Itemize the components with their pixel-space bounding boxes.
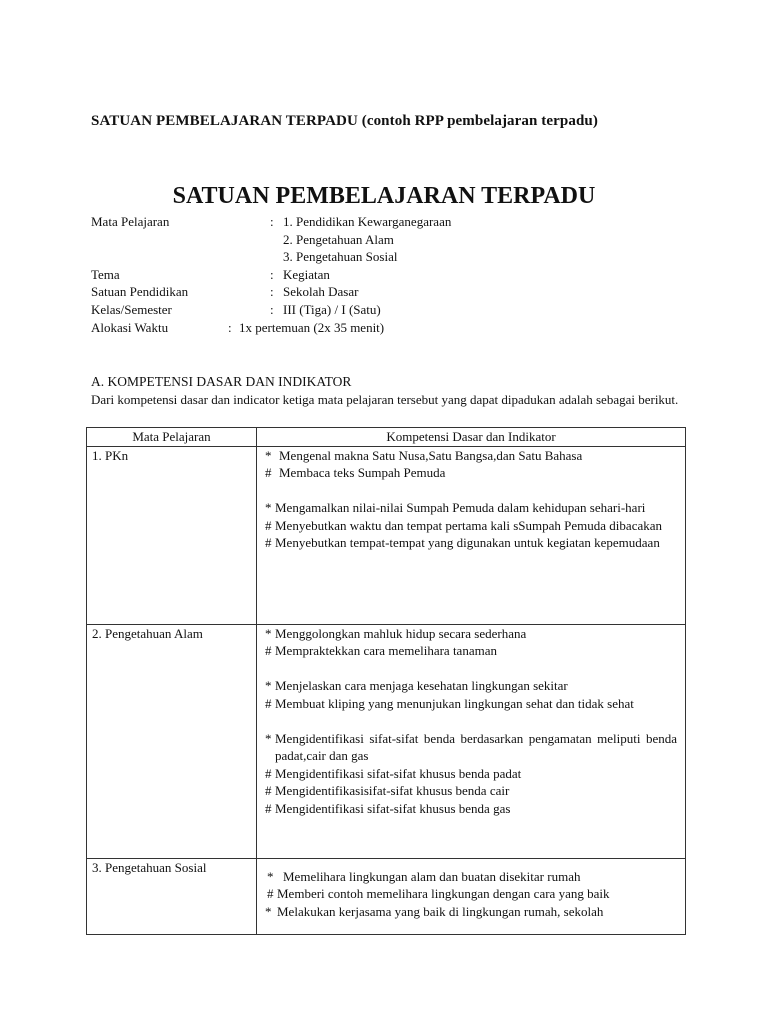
competency-item <box>265 642 677 660</box>
info-label: Mata Pelajaran <box>91 214 170 229</box>
info-label: Alokasi Waktu <box>91 319 169 335</box>
info-row-alokasi <box>91 319 691 337</box>
info-row-tema <box>91 266 691 284</box>
competency-item <box>265 765 677 783</box>
competency-text: Menggolongkan mahluk hidup secara sederhana <box>275 625 527 641</box>
info-row-mata-pelajaran-3 <box>91 248 691 266</box>
info-separator: : <box>270 301 274 317</box>
competency-item <box>265 782 677 800</box>
bullet-mark: * <box>265 730 272 746</box>
bullet-mark: # <box>265 517 272 533</box>
info-block <box>91 213 691 336</box>
info-value: 3. Pengetahuan Sosial <box>283 249 398 265</box>
competency-text: Mengidentifikasi sifat-sifat benda berdasarkan pengamatan meliputi benda padat,cair dan gas <box>275 730 677 763</box>
competency-item <box>265 800 677 818</box>
competency-item <box>265 499 677 517</box>
info-separator: : <box>270 266 274 282</box>
competency-text: Mengenal makna Satu Nusa,Satu Bangsa,dan Satu Bahasa <box>279 447 583 463</box>
subject-cell <box>87 446 257 624</box>
competency-item <box>265 464 677 482</box>
competency-item <box>267 885 679 903</box>
subject-label: 1. PKn <box>92 447 129 463</box>
info-value: 2. Pengetahuan Alam <box>283 231 394 247</box>
section-heading: A. KOMPETENSI DASAR DAN INDIKATOR <box>91 374 352 389</box>
competency-table <box>86 427 686 935</box>
document-title: SATUAN PEMBELAJARAN TERPADU (contoh RPP pembelajaran terpadu) <box>91 113 598 129</box>
competency-cell <box>257 624 686 858</box>
table-header-row <box>87 428 686 447</box>
info-row-kelas <box>91 301 691 319</box>
competency-item <box>265 517 677 535</box>
competency-item <box>265 534 677 552</box>
table-header-cell: Mata Pelajaran <box>87 428 257 447</box>
bullet-mark: * <box>265 500 272 515</box>
info-label: Satuan Pendidikan <box>91 284 189 300</box>
competency-cell <box>257 446 686 624</box>
competency-item <box>265 447 677 465</box>
info-separator: : <box>228 319 232 335</box>
bullet-mark: # <box>265 800 272 816</box>
bullet-mark: # <box>265 765 272 781</box>
bullet-mark: # <box>267 886 274 901</box>
bullet-mark: * <box>265 447 272 463</box>
section-a <box>91 373 686 408</box>
competency-cell <box>257 858 686 934</box>
competency-text: Mengidentifikasi sifat-sifat khusus benda gas <box>275 800 511 816</box>
bullet-mark: # <box>265 643 272 658</box>
info-value: 1x pertemuan (2x 35 menit) <box>239 319 385 335</box>
info-row-mata-pelajaran <box>91 213 691 231</box>
main-heading: SATUAN PEMBELAJARAN TERPADU <box>172 183 596 209</box>
table-row <box>87 624 686 858</box>
info-separator: : <box>270 284 274 300</box>
competency-text: Mengamalkan nilai-nilai Sumpah Pemuda dalam kehidupan sehari-hari <box>275 500 646 515</box>
subject-label: 3. Pengetahuan Sosial <box>92 859 207 875</box>
info-value: Kegiatan <box>283 266 330 282</box>
competency-text: Mengidentifikasi sifat-sifat khusus benda padat <box>275 765 522 781</box>
competency-text: Membuat kliping yang menunjukan lingkungan sehat dan tidak sehat <box>275 695 634 711</box>
table-header-cell: Kompetensi Dasar dan Indikator <box>257 428 686 447</box>
bullet-mark: # <box>265 535 272 550</box>
bullet-mark: * <box>267 868 274 884</box>
info-row-mata-pelajaran-2 <box>91 231 691 249</box>
competency-text: Menyebutkan tempat-tempat yang digunakan untuk kegiatan kepemudaan <box>275 535 660 550</box>
competency-item <box>267 868 679 886</box>
info-value: III (Tiga) / I (Satu) <box>283 301 381 317</box>
section-paragraph: Dari kompetensi dasar dan indicator ketiga mata pelajaran tersebut yang dapat dipadukan adalah sebagai berikut. <box>91 391 679 407</box>
table-row <box>87 446 686 624</box>
competency-item <box>265 677 677 695</box>
bullet-mark: # <box>265 783 272 798</box>
competency-text: Menjelaskan cara menjaga kesehatan lingkungan sekitar <box>275 678 568 693</box>
bullet-mark: # <box>265 465 272 480</box>
competency-text: Mengidentifikasisifat-sifat khusus benda cair <box>275 783 510 798</box>
competency-text: Memelihara lingkungan alam dan buatan disekitar rumah <box>283 868 581 884</box>
bullet-mark: * <box>265 903 272 919</box>
bullet-mark: # <box>265 695 272 711</box>
info-label: Tema <box>91 266 120 282</box>
info-separator: : <box>270 214 274 229</box>
bullet-mark: * <box>265 678 272 693</box>
competency-item <box>265 903 679 921</box>
subject-label: 2. Pengetahuan Alam <box>92 625 203 641</box>
table-row <box>87 858 686 934</box>
info-label: Kelas/Semester <box>91 301 172 317</box>
competency-text: Melakukan kerjasama yang baik di lingkungan rumah, sekolah <box>277 903 604 919</box>
competency-item <box>265 730 677 765</box>
competency-text: Menyebutkan waktu dan tempat pertama kali sSumpah Pemuda dibacakan <box>275 517 662 533</box>
subject-cell <box>87 624 257 858</box>
competency-item <box>265 695 677 713</box>
info-row-satuan <box>91 283 691 301</box>
bullet-mark: * <box>265 625 272 641</box>
info-value: 1. Pendidikan Kewarganegaraan <box>283 214 452 229</box>
competency-item <box>265 625 677 643</box>
subject-cell <box>87 858 257 934</box>
competency-text: Memberi contoh memelihara lingkungan dengan cara yang baik <box>277 886 610 901</box>
competency-text: Membaca teks Sumpah Pemuda <box>279 465 446 480</box>
competency-text: Mempraktekkan cara memelihara tanaman <box>275 643 497 658</box>
info-value: Sekolah Dasar <box>283 284 359 300</box>
